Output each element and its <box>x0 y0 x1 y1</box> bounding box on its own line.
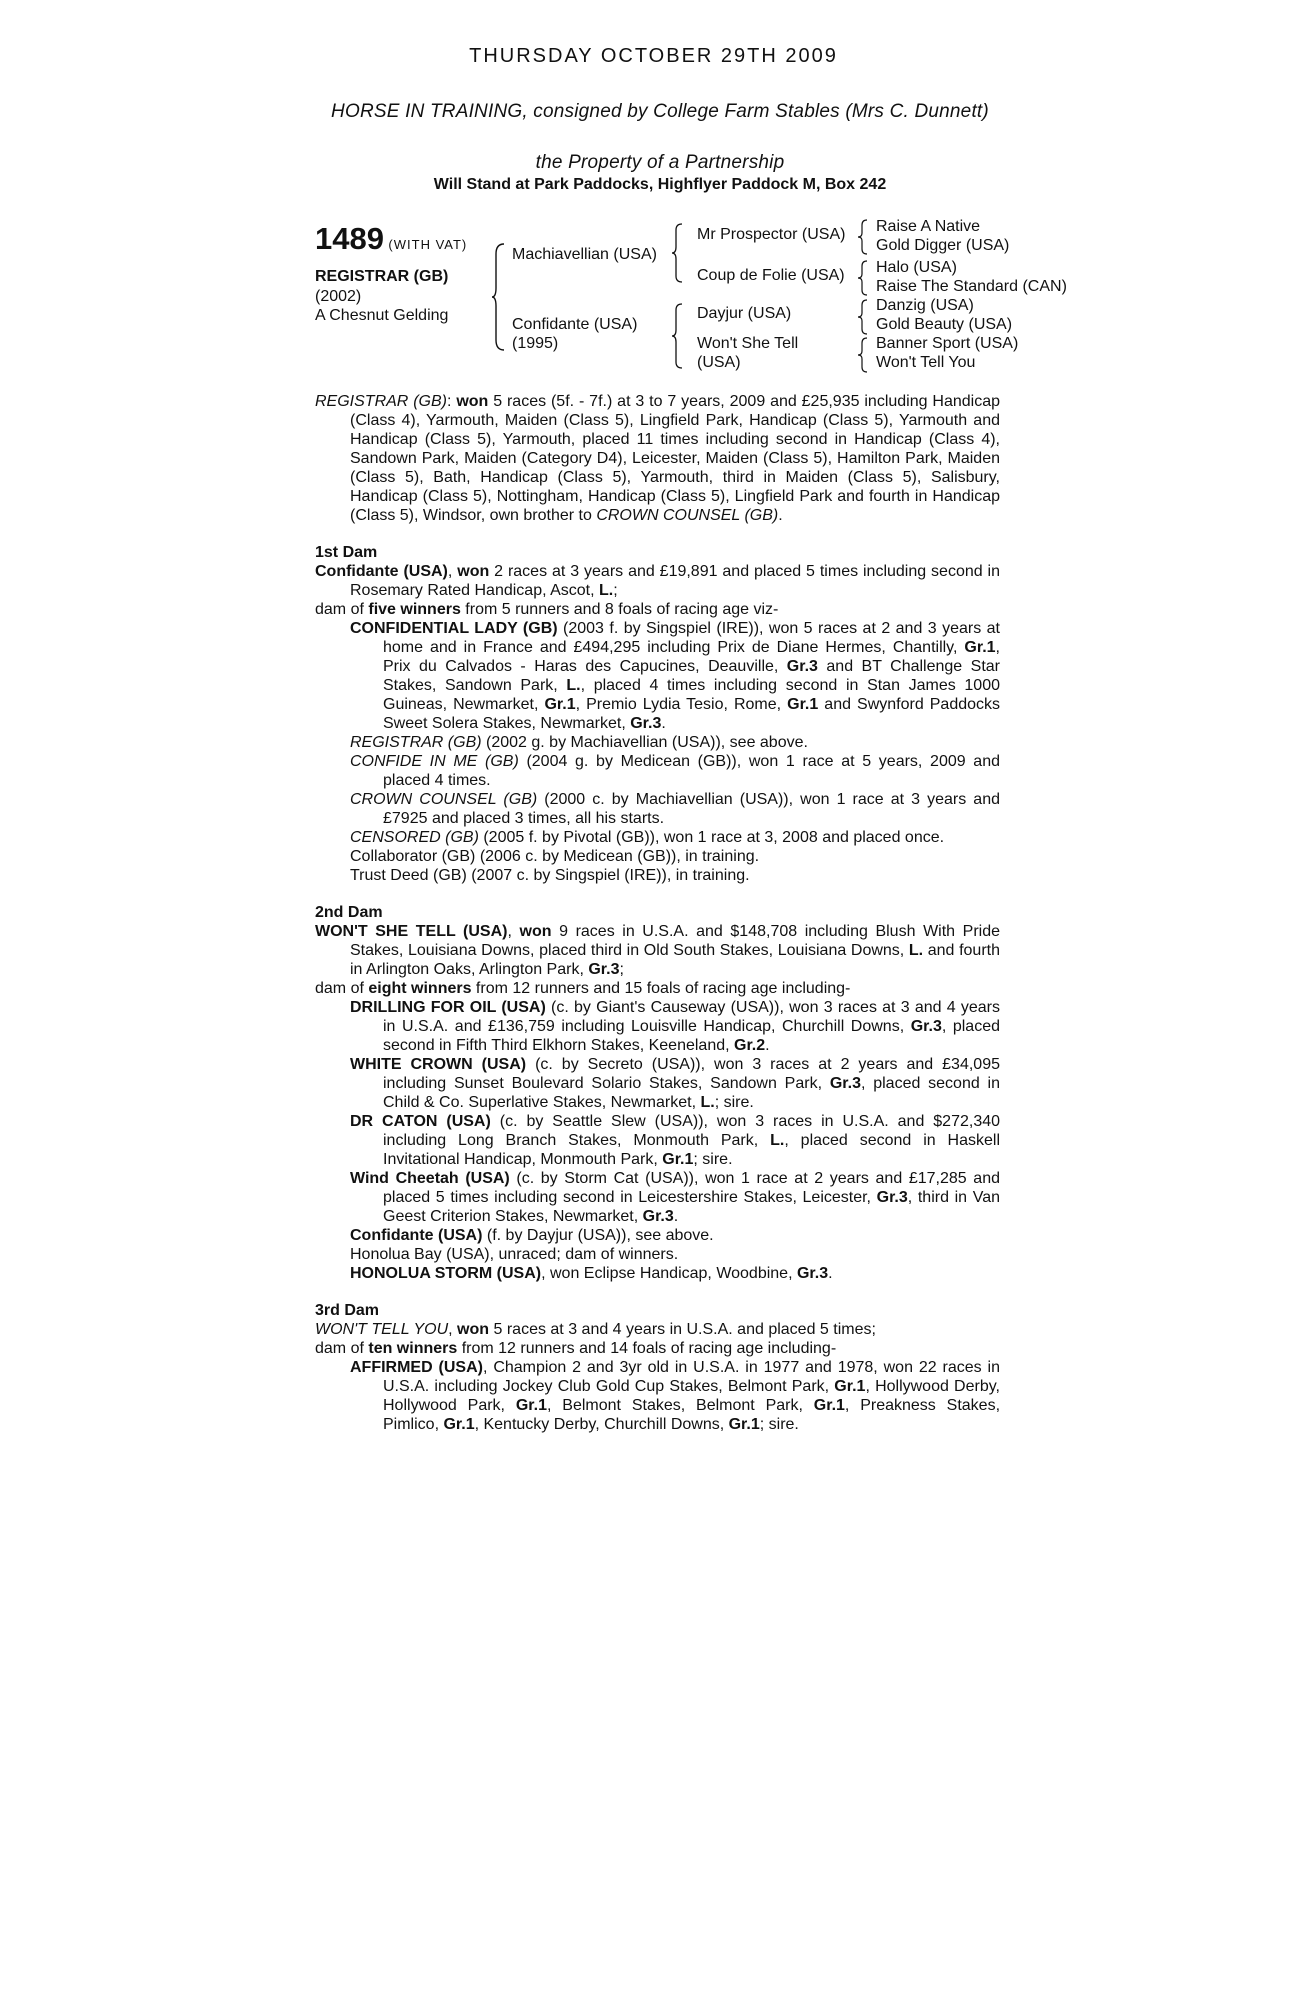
pedigree-dam-dam: Won't She Tell <box>697 335 799 352</box>
lot-number-row <box>315 221 467 257</box>
first-dam-produce-summary: dam of five winners from 5 runners and 8 foals of racing age viz- <box>315 601 779 618</box>
stand-location: Will Stand at Park Paddocks, Highflyer Paddock M, Box 242 <box>433 176 887 193</box>
pedigree-dam: Confidante (USA) <box>512 316 638 333</box>
dd-brace <box>858 337 868 373</box>
pedigree-dam-year: (1995) <box>512 335 559 352</box>
pedigree-dss: Danzig (USA) <box>876 297 974 314</box>
pedigree-sdd: Raise The Standard (CAN) <box>876 278 1067 295</box>
foaling-year: (2002) <box>315 288 362 305</box>
ss-brace <box>858 219 868 255</box>
race-record: REGISTRAR (GB): won 5 races (5f. - 7f.) at 3 to 7 years, 2009 and £25,935 including Handicap (Class 4), Yarmouth, Maiden (Class 5), Lingfield Park, Handicap (Class 5), Yarmouth and Handicap (Class 5), Yarmouth, placed 11 times including second in Handicap (Class 4), Sandown Park, Maiden (Category D4), Leicester, Maiden (Class 5), Hamilton Park, Maiden (Class 5), Bath, Handicap (Class 5), Yarmouth, third in Maiden (Class 5), Salisbury, Handicap (Class 5), Nottingham, Handicap (Class 5), Lingfield Park and fourth in Handicap (Class 5), Windsor, own brother to CROWN COUNSEL (GB). <box>315 393 1001 524</box>
consignor-line: HORSE IN TRAINING, consigned by College Farm Stables (Mrs C. Dunnett) <box>331 101 989 122</box>
catalogue-body <box>315 392 1000 1434</box>
pedigree-dsd: Gold Beauty (USA) <box>876 316 1013 333</box>
produce-item: Trust Deed (GB) (2007 c. by Singspiel (IRE)), in training. <box>350 867 750 884</box>
horse-name: REGISTRAR (GB) <box>315 268 449 285</box>
third-dam-heading: 3rd Dam <box>315 1302 380 1319</box>
property-line: the Property of a Partnership <box>535 152 785 173</box>
produce-item: AFFIRMED (USA), Champion 2 and 3yr old in U.S.A. in 1977 and 1978, won 22 races in U.S.A. including Jockey Club Gold Cup Stakes, Belmont Park, Gr.1, Hollywood Derby, Hollywood Park, Gr.1, Belmont Stakes, Belmont Park, Gr.1, Preakness Stakes, Pimlico, Gr.1, Kentucky Derby, Churchill Downs, Gr.1; sire. <box>350 1359 1001 1433</box>
third-dam-produce-summary: dam of ten winners from 12 runners and 14 foals of racing age including- <box>315 1340 837 1357</box>
ds-brace <box>858 299 868 335</box>
lot-number: 1489 <box>315 221 384 256</box>
pedigree-sire: Machiavellian (USA) <box>512 246 657 263</box>
pedigree-ddd: Won't Tell You <box>876 354 976 371</box>
horse-description: A Chesnut Gelding <box>315 307 449 324</box>
pedigree-sds: Halo (USA) <box>876 259 957 276</box>
produce-item: DR CATON (USA) (c. by Seattle Slew (USA)), won 3 races in U.S.A. and $272,340 including Long Branch Stakes, Monmouth Park, L., placed second in Haskell Invitational Handicap, Monmouth Park, Gr.1; sire. <box>350 1113 1001 1168</box>
dam-line-brace <box>672 302 684 370</box>
pedigree-sss: Raise A Native <box>876 218 981 235</box>
produce-item: CONFIDENTIAL LADY (GB) (2003 f. by Singspiel (IRE)), won 5 races at 2 and 3 years at home and in France and £494,295 including Prix de Diane Hermes, Chantilly, Gr.1, Prix du Calvados - Haras des Capucines, Deauville, Gr.3 and BT Challenge Star Stakes, Sandown Park, L., placed 4 times including second in Stan James 1000 Guineas, Newmarket, Gr.1, Premio Lydia Tesio, Rome, Gr.1 and Swynford Paddocks Sweet Solera Stakes, Newmarket, Gr.3. <box>350 620 1001 732</box>
pedigree-dam-sire: Dayjur (USA) <box>697 305 792 322</box>
pedigree-sire-dam: Coup de Folie (USA) <box>697 267 845 284</box>
produce-grand-item: HONOLUA STORM (USA), won Eclipse Handicap, Woodbine, Gr.3. <box>350 1265 833 1282</box>
produce-item: WHITE CROWN (USA) (c. by Secreto (USA)), won 3 races at 2 years and £34,095 including Sunset Boulevard Solario Stakes, Sandown Park, Gr.3, placed second in Child & Co. Superlative Stakes, Newmarket, L.; sire. <box>350 1056 1000 1111</box>
vat-note: (WITH VAT) <box>388 237 468 252</box>
pedigree-dds: Banner Sport (USA) <box>876 335 1019 352</box>
produce-item: DRILLING FOR OIL (USA) (c. by Giant's Causeway (USA)), won 3 races at 3 and 4 years in U.S.A. and £136,759 including Louisville Handicap, Churchill Downs, Gr.3, placed second in Fifth Third Elkhorn Stakes, Keeneland, Gr.2. <box>350 999 1001 1054</box>
pedigree-sire-sire: Mr Prospector (USA) <box>697 226 846 243</box>
produce-item: Wind Cheetah (USA) (c. by Storm Cat (USA)), won 1 race at 2 years and £17,285 and placed 5 times including second in Leicestershire Stakes, Leicester, Gr.3, third in Van Geest Criterion Stakes, Newmarket, Gr.3. <box>350 1170 1000 1225</box>
produce-item: Collaborator (GB) (2006 c. by Medicean (GB)), in training. <box>350 848 760 865</box>
first-dam-record: Confidante (USA), won 2 races at 3 years and £19,891 and placed 5 times including second in Rosemary Rated Handicap, Ascot, L.; <box>315 563 1001 599</box>
pedigree-ssd: Gold Digger (USA) <box>876 237 1010 254</box>
sire-dam-brace <box>492 242 506 352</box>
second-dam-heading: 2nd Dam <box>315 904 383 921</box>
sale-date: THURSDAY OCTOBER 29TH 2009 <box>469 45 838 67</box>
second-dam-record: WON'T SHE TELL (USA), won 9 races in U.S.A. and $148,708 including Blush With Pride Stakes, Louisiana Downs, placed third in Old South Stakes, Louisiana Downs, L. and fourth in Arlington Oaks, Arlington Park, Gr.3; <box>315 923 1000 978</box>
pedigree-dam-dam-suffix: (USA) <box>697 354 741 371</box>
produce-item: CENSORED (GB) (2005 f. by Pivotal (GB)), won 1 race at 3, 2008 and placed once. <box>350 829 945 846</box>
produce-item: Honolua Bay (USA), unraced; dam of winners. <box>350 1246 679 1263</box>
produce-item: Confidante (USA) (f. by Dayjur (USA)), see above. <box>350 1227 714 1244</box>
first-dam-heading: 1st Dam <box>315 544 378 561</box>
second-dam-produce-summary: dam of eight winners from 12 runners and 15 foals of racing age including- <box>315 980 851 997</box>
third-dam-record: WON'T TELL YOU, won 5 races at 3 and 4 years in U.S.A. and placed 5 times; <box>315 1321 876 1338</box>
produce-item: CROWN COUNSEL (GB) (2000 c. by Machiavellian (USA)), won 1 race at 3 years and £7925 and placed 3 times, all his starts. <box>350 791 1000 827</box>
sd-brace <box>858 260 868 296</box>
produce-item: CONFIDE IN ME (GB) (2004 g. by Medicean (GB)), won 1 race at 5 years, 2009 and placed 4 times. <box>350 753 1001 789</box>
sire-line-brace <box>672 222 684 284</box>
produce-item: REGISTRAR (GB) (2002 g. by Machiavellian (USA)), see above. <box>350 734 808 751</box>
